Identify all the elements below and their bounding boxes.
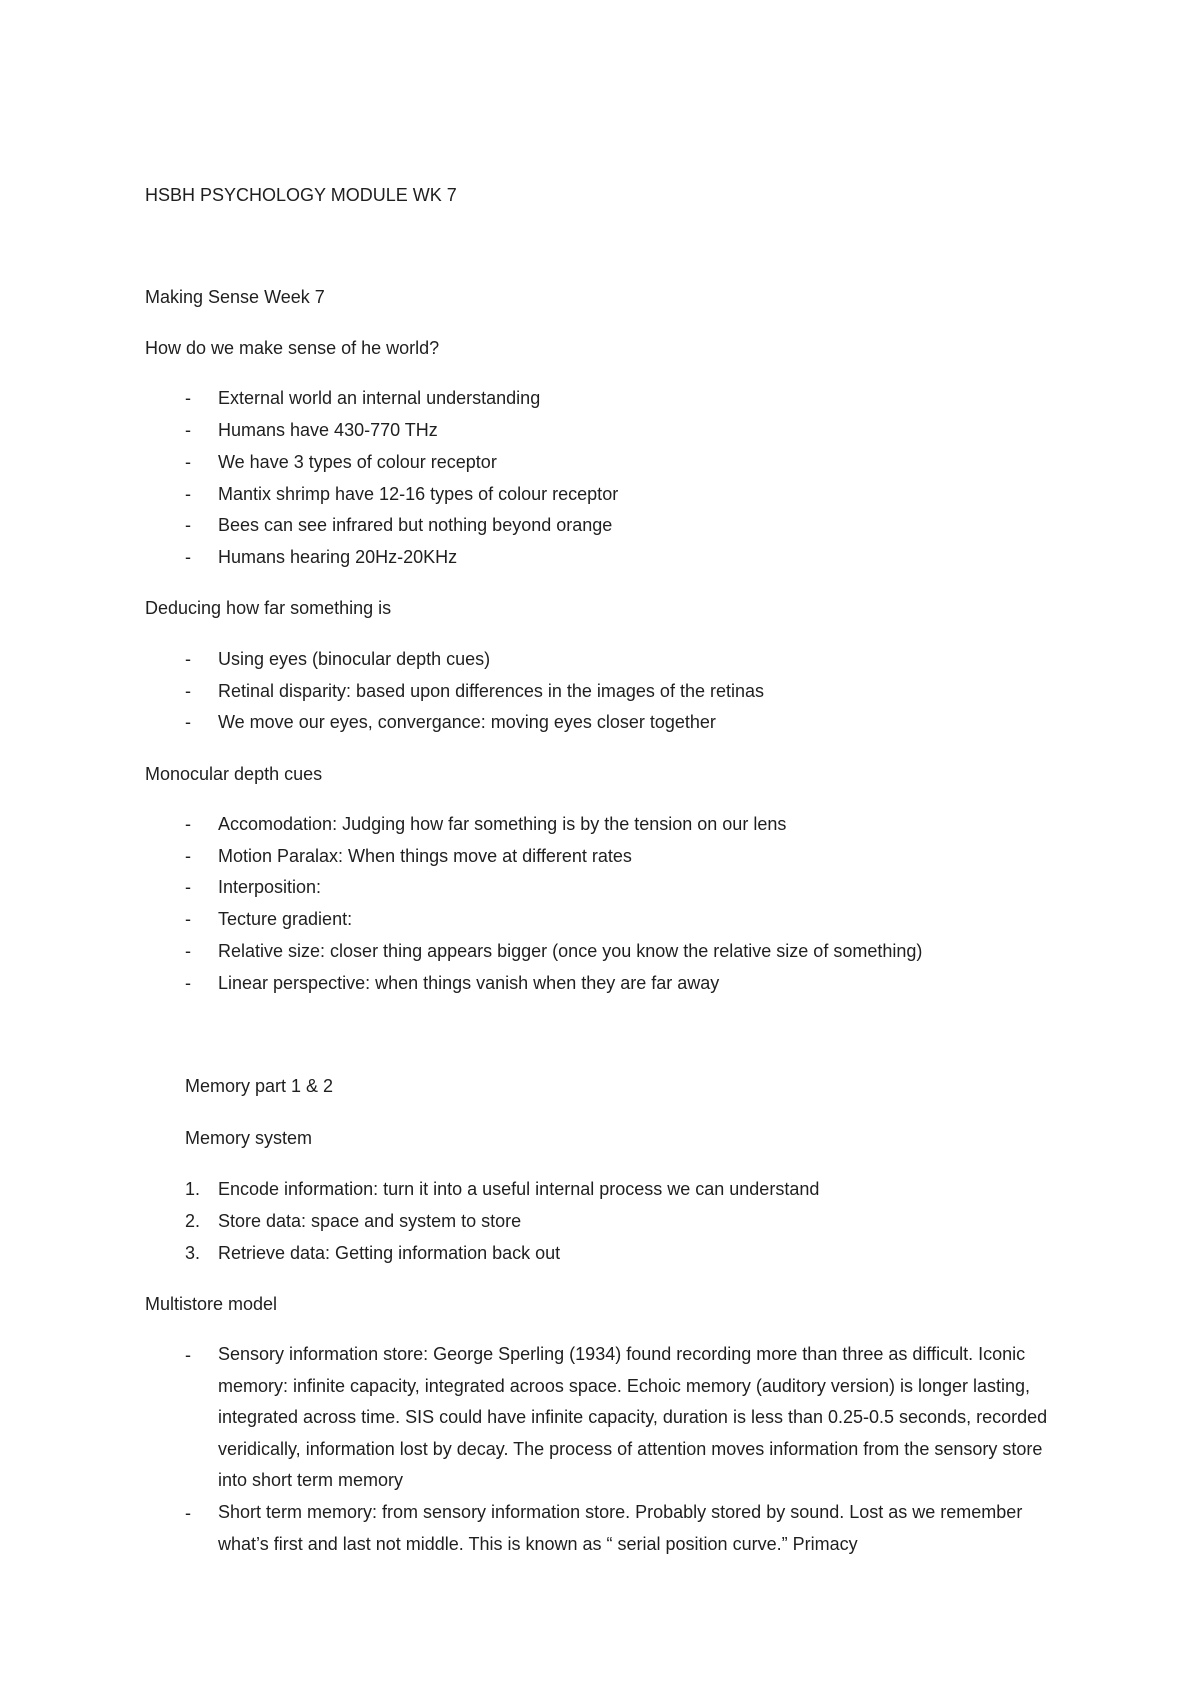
list-item-text: Linear perspective: when things vanish when they are far away [218,973,720,993]
list-item-text: Interposition: [218,877,322,897]
section-heading-deducing: Deducing how far something is [145,598,392,618]
list-item-text: Retrieve data: Getting information back out [218,1243,561,1263]
bullet-dash: - [185,846,191,866]
list-item-text: Relative size: closer thing appears bigger (once you know the relative size of something) [218,941,923,961]
list-item-text: Encode information: turn it into a useful internal process we can understand [218,1179,820,1199]
list-item-text: Using eyes (binocular depth cues) [218,649,491,669]
list-number: 3. [185,1243,201,1263]
list-item-text: Sensory information store: George Sperling (1934) found recording more than three as difficult. Iconic memory: infinite capacity, integrated acroos space. Echoic memory (auditory version) is longer lasting, integrated across time. SIS could have infinite capacity, duration is less than 0.25-0.5 seconds, recorded veridically, information lost by decay. The process of attention moves information from the sensory store into short term memory [218,1344,1048,1490]
list-item-text: Humans have 430-770 THz [218,420,438,440]
list-item-text: Store data: space and system to store [218,1211,522,1231]
list-item-text: We have 3 types of colour receptor [218,452,497,472]
bullet-dash: - [185,515,191,535]
bullet-dash: - [185,452,191,472]
bullet-dash: - [185,1345,191,1365]
list-item-text: External world an internal understanding [218,388,541,408]
list-item-text: Short term memory: from sensory information store. Probably stored by sound. Lost as we remember what’s first and last not middle. This is known as “ serial position curve.” Primacy [218,1502,1023,1554]
bullet-dash: - [185,484,191,504]
bullet-dash: - [185,420,191,440]
section-question: How do we make sense of he world? [145,338,440,358]
list-item-text: Motion Paralax: When things move at different rates [218,846,632,866]
bullet-dash: - [185,712,191,732]
list-item-text: Mantix shrimp have 12-16 types of colour receptor [218,484,619,504]
bullet-dash: - [185,941,191,961]
section-heading-making-sense: Making Sense Week 7 [145,287,325,307]
bullet-dash: - [185,909,191,929]
list-item-text: Bees can see infrared but nothing beyond orange [218,515,613,535]
bullet-dash: - [185,973,191,993]
section-heading-memory: Memory part 1 & 2 [185,1076,334,1096]
list-item-text: Humans hearing 20Hz-20KHz [218,547,458,567]
list-number: 1. [185,1179,201,1199]
bullet-dash: - [185,1503,191,1523]
list-number: 2. [185,1211,201,1231]
list-item-text: Retinal disparity: based upon differences in the images of the retinas [218,681,764,701]
list-item-text: Tecture gradient: [218,909,353,929]
bullet-dash: - [185,681,191,701]
bullet-dash: - [185,547,191,567]
bullet-dash: - [185,814,191,834]
bullet-dash: - [185,388,191,408]
list-item-text: We move our eyes, convergance: moving eyes closer together [218,712,716,732]
list-item-text: Accomodation: Judging how far something is by the tension on our lens [218,814,787,834]
section-subheading-memory-system: Memory system [185,1128,313,1148]
bullet-dash: - [185,877,191,897]
section-heading-multistore: Multistore model [145,1294,278,1314]
bullet-dash: - [185,649,191,669]
section-heading-monocular: Monocular depth cues [145,764,323,784]
document-title: HSBH PSYCHOLOGY MODULE WK 7 [145,185,457,205]
